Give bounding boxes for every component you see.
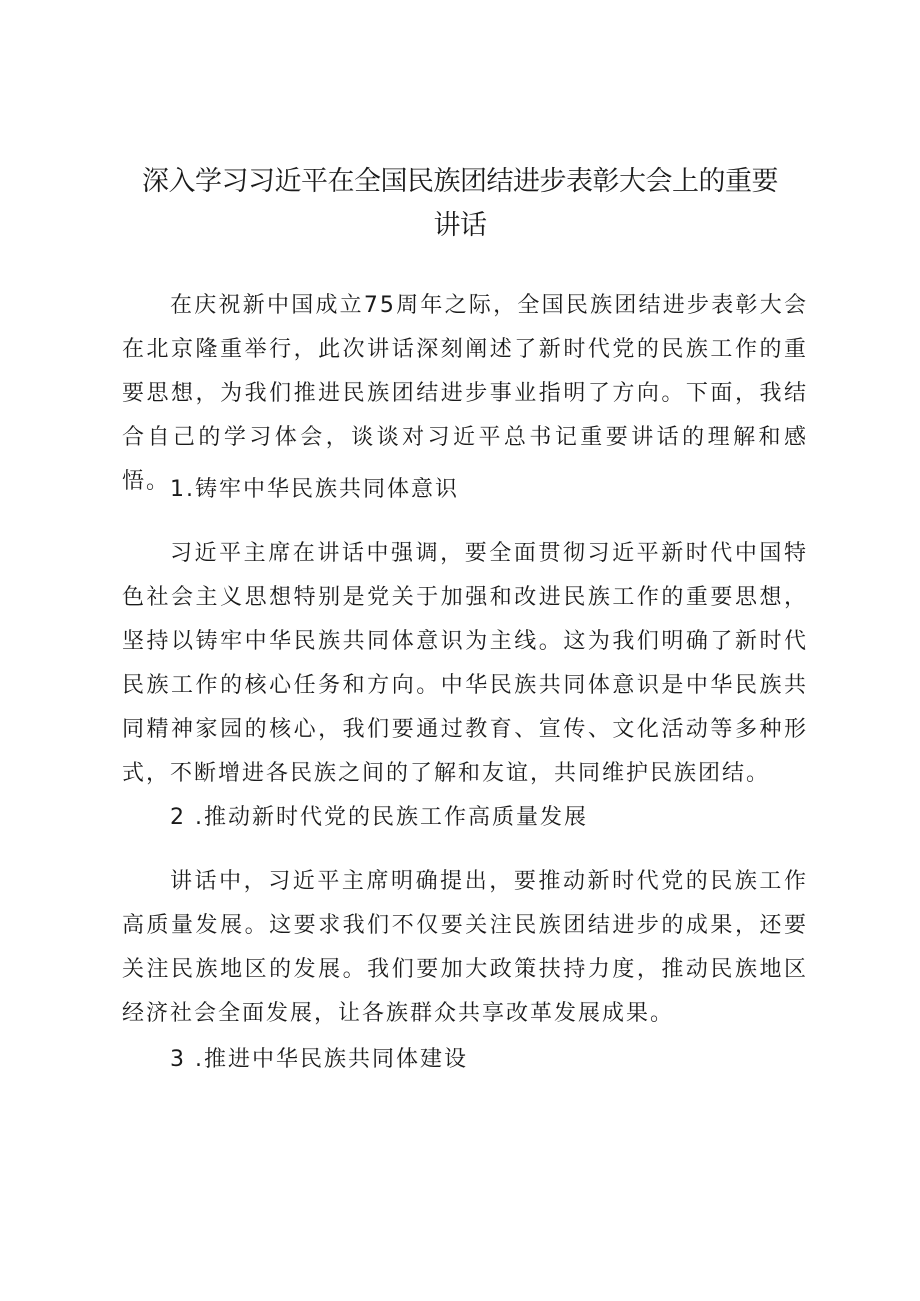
intro-paragraph: 在庆祝新中国成立75周年之际，全国民族团结进步表彰大会在北京隆重举行，此次讲话深刻阐述了新时代党的民族工作的重要思想，为我们推进民族团结进步事业指明了方向。下面，我结合自己的学习体会，谈谈对习近平总书记重要讲话的理解和感悟。 (122, 293, 808, 494)
section-2-body: 讲话中，习近平主席明确提出，要推动新时代党的民族工作高质量发展。这要求我们不仅要关注民族团结进步的成果，还要关注民族地区的发展。我们要加大政策扶持力度，推动民族地区经济社会全面发展，让各族群众共享改革发展成果。 (122, 869, 808, 1026)
section-1-body: 习近平主席在讲话中强调，要全面贯彻习近平新时代中国特色社会主义思想特别是党关于加强和改进民族工作的重要思想，坚持以铸牢中华民族共同体意识为主线。这为我们明确了新时代民族工作的核心任务和方向。中华民族共同体意识是中华民族共同精神家园的核心，我们要通过教育、宣传、文化活动等多种形式，不断增进各民族之间的了解和友谊，共同维护民族团结。 (122, 541, 808, 786)
section-1-heading: 1.铸牢中华民族共同体意识 (170, 477, 459, 502)
section-3-heading: 3 .推进中华民族共同体建设 (170, 1047, 468, 1072)
title-line-2: 讲话 (433, 210, 487, 241)
title-line-1: 深入学习习近平在全国民族团结进步表彰大会上的重要 (142, 166, 778, 197)
document-title (120, 160, 800, 248)
section-2-heading: 2 .推动新时代党的民族工作高质量发展 (170, 805, 588, 830)
